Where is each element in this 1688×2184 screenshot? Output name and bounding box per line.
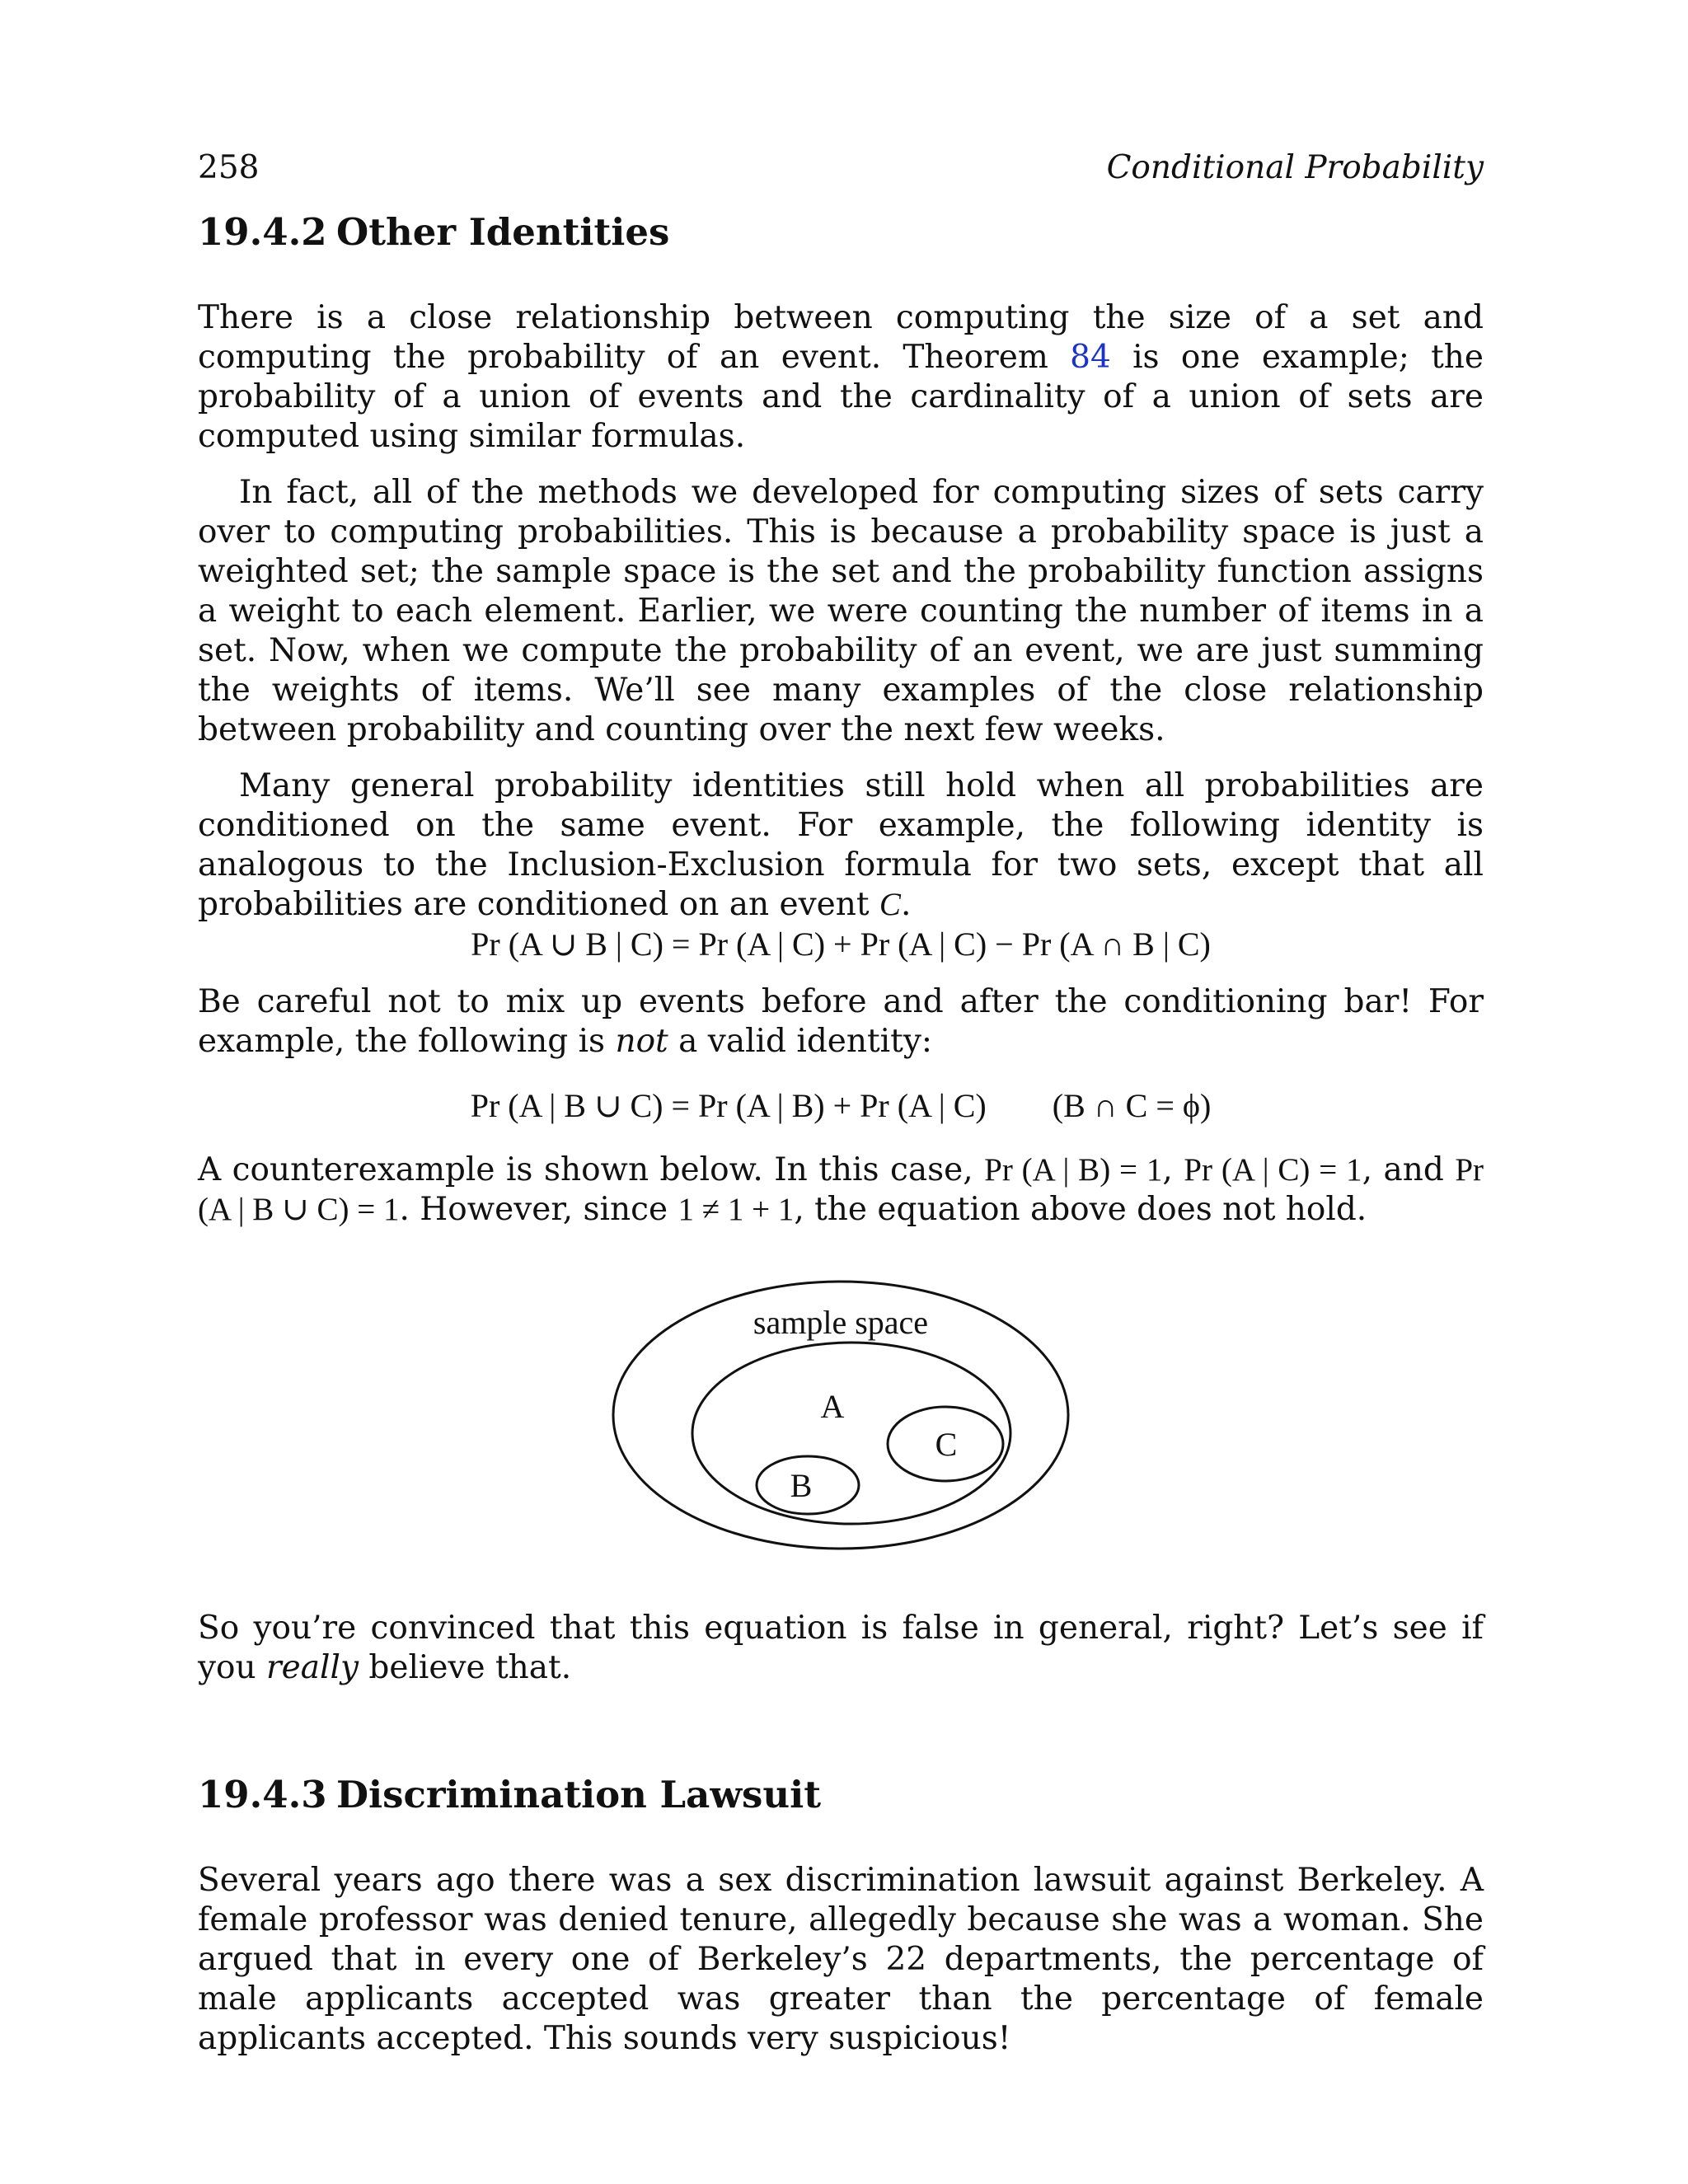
paragraph-text: a valid identity: [668, 1023, 932, 1060]
emphasis-text: not [615, 1023, 668, 1060]
paragraph-text: . However, since [399, 1191, 678, 1228]
paragraph-text: is one example; the probability of a union of events and the cardinality of a union of sets are computed using similar formulas. [198, 339, 1484, 455]
paragraph-text: A counterexample is shown below. In this case, [198, 1151, 985, 1188]
section-title: Discrimination Lawsuit [336, 1773, 821, 1816]
paragraph-5 [198, 1151, 1484, 1230]
inline-math: 1 ≠ 1 + 1 [678, 1192, 795, 1227]
equation-inclusion-exclusion: Pr (A ∪ B | C) = Pr (A | C) + Pr (A | C) − Pr (A ∩ B | C) [471, 926, 1211, 963]
label-sample-space: sample space [753, 1304, 929, 1341]
emphasis-text: really [266, 1649, 359, 1686]
paragraph-text: believe that. [359, 1649, 572, 1686]
paragraph-text: , [1162, 1151, 1184, 1188]
paragraph-text: Be careful not to mix up events before and after the conditioning bar! For example, the following is [198, 983, 1484, 1060]
paragraph-text: So you’re convinced that this equation is false in general, right? Let’s see if you [198, 1610, 1484, 1686]
page-number: 258 [198, 149, 260, 186]
running-head [198, 148, 1484, 188]
venn-figure [198, 1279, 1484, 1551]
label-c: C [935, 1426, 958, 1463]
equation-body: Pr (A | B ∪ C) = Pr (A | B) + Pr (A | C) [470, 1087, 987, 1124]
paragraph-text: , the equation above does not hold. [794, 1191, 1367, 1228]
label-a: A [820, 1388, 845, 1425]
paragraph-text: Many general probability identities still hold when all probabilities are conditioned on the same event. For example, the following identity is analogous to the Inclusion-Exclusion formula for two sets, except that all probabilities are conditioned on an event [198, 767, 1484, 923]
theorem-link[interactable]: 84 [1070, 339, 1111, 376]
running-title: Conditional Probability [1106, 149, 1484, 186]
paragraph-4 [198, 982, 1484, 1062]
paragraph-text: , and [1362, 1151, 1456, 1188]
section-number: 19.4.3 [198, 1773, 327, 1816]
section-heading-discrimination-lawsuit [198, 1770, 1484, 1820]
section-title: Other Identities [336, 210, 670, 254]
paragraph-6 [198, 1609, 1484, 1688]
paragraph-1 [198, 298, 1484, 457]
page [198, 148, 1484, 2059]
section-number: 19.4.2 [198, 210, 327, 254]
equation-condition: (B ∩ C = ϕ) [1052, 1087, 1212, 1124]
paragraph-3 [198, 766, 1484, 925]
venn-diagram [610, 1279, 1071, 1551]
section-heading-other-identities [198, 208, 1484, 257]
paragraph-7: Several years ago there was a sex discrimination lawsuit against Berkeley. A female professor was denied tenure, allegedly because she was a woman. She argued that in every one of Berkeley’s 22 departments, the percentage of male applicants accepted was greater than the percentage of female applicants accepted. This sounds very suspicious! [198, 1862, 1484, 2057]
inline-math: Pr (A | B) = 1 [984, 1152, 1163, 1188]
set-a-ellipse [692, 1343, 1010, 1524]
label-b: B [790, 1467, 813, 1504]
inline-math: Pr (A | B ∪ C) = 1 [198, 1152, 1484, 1227]
paragraph-text: . [900, 886, 912, 923]
paragraph-text: There is a close relationship between computing the size of a set and computing the probability of an event. Theorem [198, 299, 1484, 376]
inline-math: Pr (A | C) = 1 [1184, 1152, 1362, 1188]
math-variable: C [879, 887, 901, 922]
equation-invalid-identity [198, 1086, 1484, 1126]
paragraph-2: In fact, all of the methods we developed for computing sizes of sets carry over to computing probabilities. This is because a probability space is just a weighted set; the sample space is the set and the probability function assigns a weight to each element. Earlier, we were counting the number of items in a set. Now, when we compute the probability of an event, we are just summing the weights of items. We’ll see many examples of the close relationship between probability and counting over the next few weeks. [198, 474, 1484, 748]
